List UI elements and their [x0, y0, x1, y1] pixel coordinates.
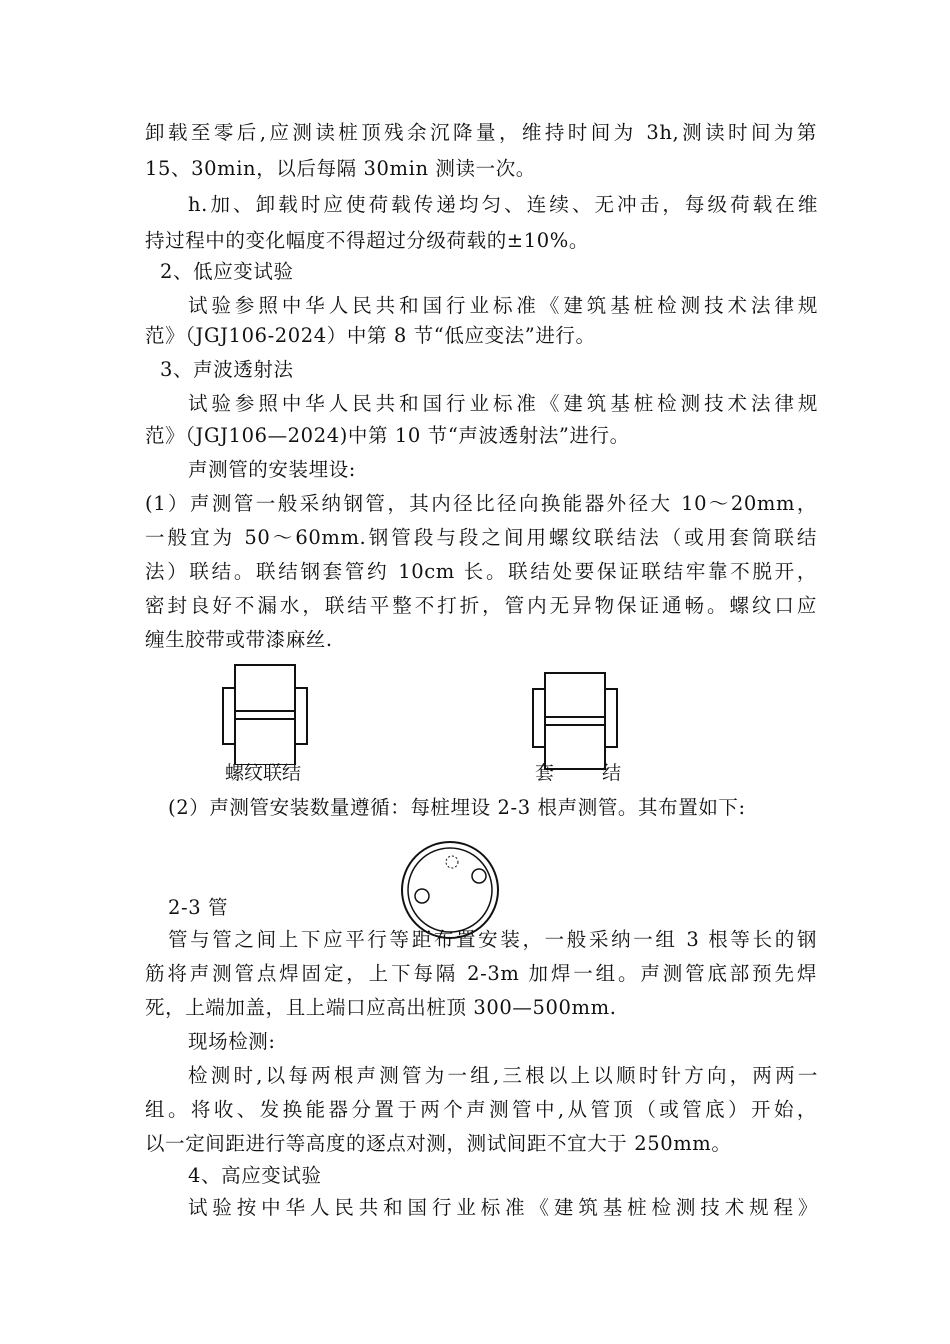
text-line: 组。将收、发换能器分置于两个声测管中,从管顶（或管底）开始，: [145, 1098, 817, 1121]
text-line: (1）声测管一般采纳钢管，其内径比径向换能器外径大 10～20mm，: [145, 492, 817, 515]
sleeve-connection-diagram: [525, 665, 625, 770]
section-heading: 4、高应变试验: [188, 1164, 322, 1187]
text-line: 范》（JGJ106-2024）中第 8 节“低应变法”进行。: [145, 324, 596, 347]
caption-thread-connection: 螺纹联结: [225, 762, 302, 784]
text-line: 现场检测:: [188, 1030, 276, 1053]
section-heading: 3、声波透射法: [160, 358, 294, 381]
text-line: 死，上端加盖，且上端口应高出桩顶 300—500mm.: [145, 996, 617, 1019]
pile-cross-section-diagram: [398, 838, 502, 942]
thread-connection-diagram: [215, 660, 315, 765]
text-line: 15、30min，以后每隔 30min 测读一次。: [145, 157, 536, 180]
text-line: (2）声测管安装数量遵循：每桩埋设 2-3 根声测管。其布置如下:: [168, 796, 746, 819]
text-line: 试验参照中华人民共和国行业标准《建筑基桩检测技术法律规: [188, 392, 818, 415]
text-line: 筋将声测管点焊固定，上下每隔 2-3m 加焊一组。声测管底部预先焊: [145, 962, 817, 985]
caption-sleeve-left: 套: [535, 762, 555, 784]
caption-sleeve-right: 结: [602, 762, 622, 784]
text-line: 以一定间距进行等高度的逐点对测，测试间距不宜大于 250mm。: [145, 1132, 732, 1155]
text-line: 检测时,以每两根声测管为一组,三根以上以顺时针方向，两两一: [188, 1064, 818, 1087]
text-line: 管与管之间上下应平行等距布置安装，一般采纳一组 3 根等长的钢: [168, 928, 817, 951]
text-line: 缠生胶带或带漆麻丝.: [145, 628, 333, 651]
text-line: 法）联结。联结钢套管约 10cm 长。联结处要保证联结牢靠不脱开，: [145, 560, 817, 583]
text-line: 卸载至零后,应测读桩顶残余沉降量，维持时间为 3h,测读时间为第: [145, 121, 817, 144]
text-line: 密封良好不漏水，联结平整不打折，管内无异物保证通畅。螺纹口应: [145, 594, 817, 617]
text-line: 持过程中的变化幅度不得超过分级荷载的±10%。: [145, 229, 589, 252]
text-line: h.加、卸载时应使荷载传递均匀、连续、无冲击，每级荷载在维: [188, 193, 818, 216]
text-line: 声测管的安装埋设:: [188, 458, 356, 481]
text-line: 试验参照中华人民共和国行业标准《建筑基桩检测技术法律规: [188, 294, 818, 317]
text-line: 一般宜为 50～60mm.钢管段与段之间用螺纹联结法（或用套筒联结: [145, 526, 817, 549]
text-line: 范》（JGJ106—2024)中第 10 节“声波透射法”进行。: [145, 424, 630, 447]
figure-label: 2-3 管: [168, 896, 229, 919]
text-line: 试验按中华人民共和国行业标准《建筑基桩检测技术规程》: [188, 1196, 818, 1219]
section-heading: 2、低应变试验: [160, 260, 294, 283]
